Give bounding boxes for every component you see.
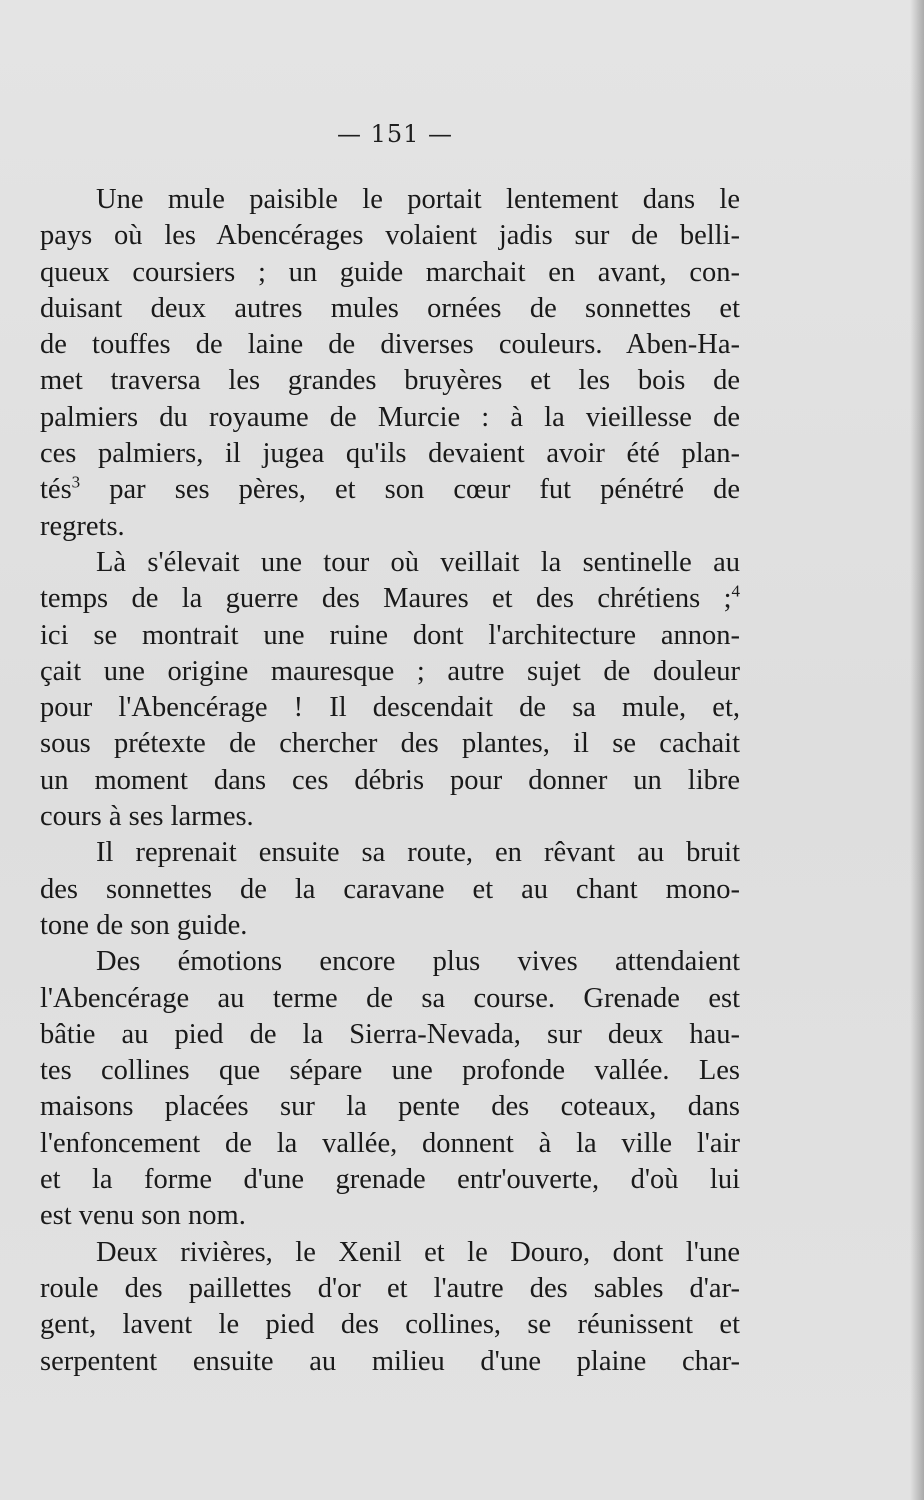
text-line: un moment dans ces débris pour donner un libre bbox=[40, 764, 740, 796]
footnote-marker: 3 bbox=[71, 472, 81, 492]
text-line: duisant deux autres mules ornées de sonnettes et bbox=[40, 292, 740, 324]
text-line: tone de son guide. bbox=[40, 909, 248, 941]
text-line: queux coursiers ; un guide marchait en avant, con- bbox=[40, 256, 740, 288]
body-text bbox=[40, 182, 740, 1380]
text-line: Deux rivières, le Xenil et le Douro, dont l'une bbox=[96, 1236, 740, 1268]
text-line: l'Abencérage au terme de sa course. Grenade est bbox=[40, 982, 740, 1014]
text-line: maisons placées sur la pente des coteaux, dans bbox=[40, 1091, 740, 1123]
text-line: tes collines que sépare une profonde vallée. Les bbox=[40, 1055, 740, 1087]
text-line: met traversa les grandes bruyères et les bois de bbox=[40, 365, 740, 397]
text-line: gent, lavent le pied des collines, se réunissent et bbox=[40, 1309, 740, 1341]
text-line: sous prétexte de chercher des plantes, il se cachait bbox=[40, 728, 740, 760]
text-line: l'enfoncement de la vallée, donnent à la ville l'air bbox=[40, 1127, 740, 1159]
text-line: palmiers du royaume de Murcie : à la vieillesse de bbox=[40, 401, 740, 433]
footnote-marker: 4 bbox=[731, 581, 740, 601]
page-edge-shadow bbox=[910, 0, 924, 1500]
text-line: Des émotions encore plus vives attendaient bbox=[96, 946, 740, 978]
text-fragment: temps de la guerre des Maures et des chrétiens ; bbox=[40, 583, 732, 615]
text-line: serpentent ensuite au milieu d'une plaine char- bbox=[40, 1345, 740, 1377]
text-line: Une mule paisible le portait lentement dans le bbox=[96, 184, 740, 215]
text-fragment: par ses pères, et son cœur fut pénétré de bbox=[80, 474, 740, 506]
text-line: pays où les Abencérages volaient jadis sur de belli- bbox=[40, 220, 740, 252]
text-line: Il reprenait ensuite sa route, en rêvant au bruit bbox=[96, 837, 740, 869]
text-line: roule des paillettes d'or et l'autre des sables d'ar- bbox=[40, 1272, 740, 1304]
text-line: et la forme d'une grenade entr'ouverte, d'où lui bbox=[40, 1164, 740, 1196]
text-line: des sonnettes de la caravane et au chant mono- bbox=[40, 873, 740, 905]
text-line: est venu son nom. bbox=[40, 1200, 246, 1232]
text-line: ces palmiers, il jugea qu'ils devaient avoir été plan- bbox=[40, 438, 740, 470]
text-line: çait une origine mauresque ; autre sujet de douleur bbox=[40, 655, 740, 687]
text-line: cours à ses larmes. bbox=[40, 801, 254, 833]
page-number: — 151 — bbox=[336, 120, 454, 148]
text-line: pour l'Abencérage ! Il descendait de sa mule, et, bbox=[40, 692, 740, 724]
text-line: Là s'élevait une tour où veillait la sentinelle au bbox=[96, 546, 740, 578]
text-line-with-footnote bbox=[40, 472, 740, 508]
text-line: regrets. bbox=[40, 510, 125, 542]
text-line-with-footnote bbox=[40, 581, 740, 617]
text-line: ici se montrait une ruine dont l'architecture annon- bbox=[40, 619, 740, 651]
text-line: bâtie au pied de la Sierra-Nevada, sur deux hau- bbox=[40, 1018, 740, 1050]
text-line: de touffes de laine de diverses couleurs. Aben-Ha- bbox=[40, 329, 740, 361]
text-fragment: tés bbox=[40, 474, 72, 506]
